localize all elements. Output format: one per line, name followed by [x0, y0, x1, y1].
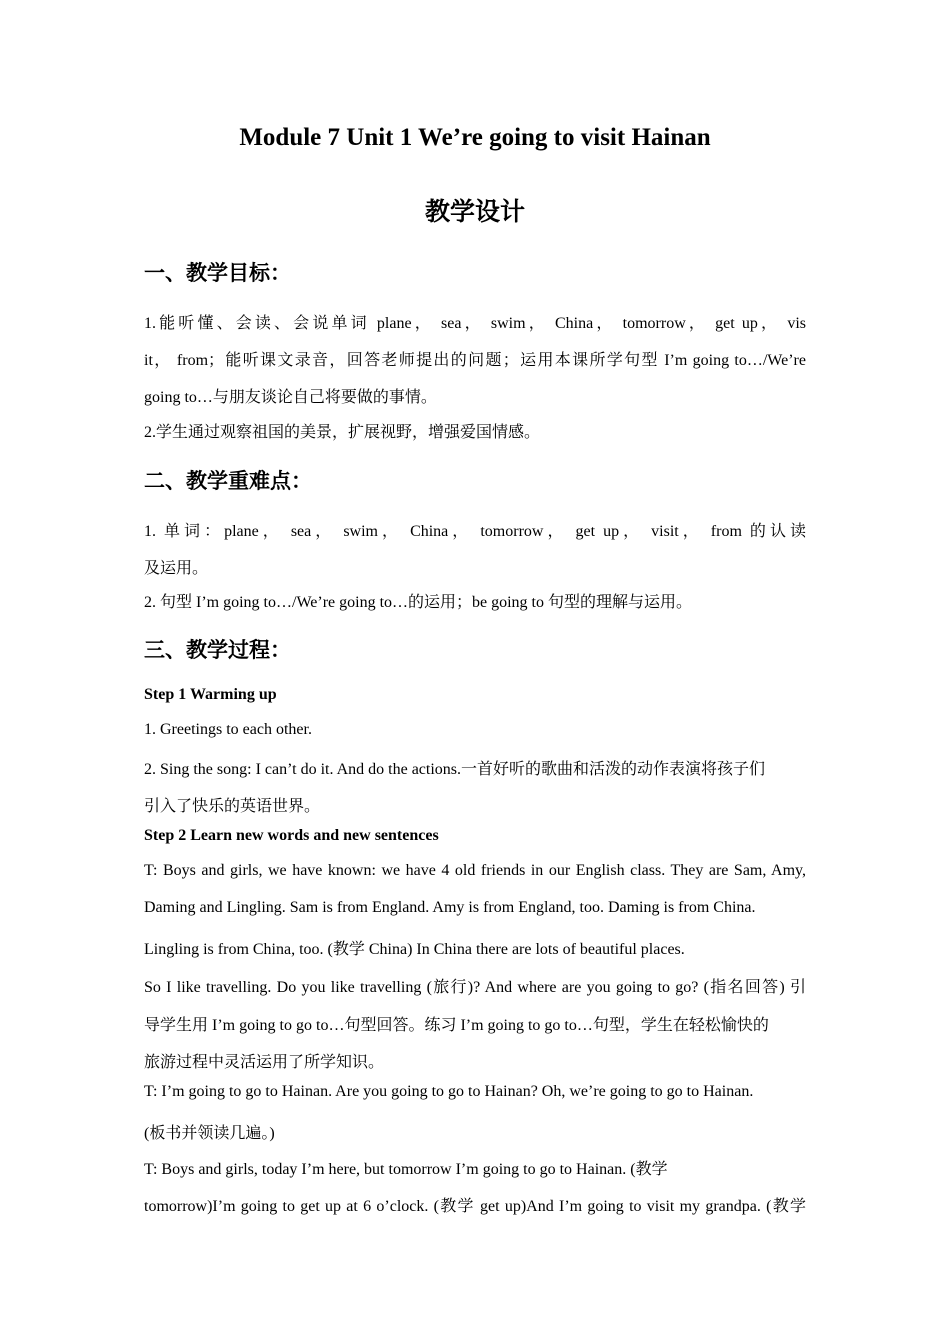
process-line: 导学生用 I’m going to go to…句型回答。练习 I’m going to go to…句型，学生在轻松愉快的 [144, 1017, 769, 1034]
process-line: Daming and Lingling. Sam is from England. Amy is from England, too. Daming is from China. [144, 899, 756, 916]
objectives-line: it， from；能听课文录音，回答老师提出的问题；运用本课所学句型 I’m going to…/We’re [144, 352, 806, 369]
key-points-line: 2. 句型 I’m going to…/We’re going to…的运用；be going to 句型的理解与运用。 [144, 594, 693, 611]
section-heading-key-points: 二、教学重难点： [144, 469, 312, 493]
objectives-line: 2.学生通过观察祖国的美景，扩展视野，增强爱国情感。 [144, 424, 541, 441]
process-line: (板书并领读几遍。) [144, 1125, 275, 1142]
key-points-line: 及运用。 [144, 560, 209, 577]
process-line: T: Boys and girls, we have known: we have 4 old friends in our English class. They are Sam, Amy, [144, 862, 806, 879]
document-title: Module 7 Unit 1 We’re going to visit Hainan [239, 124, 711, 151]
key-points-line: 1. 单词：plane， sea， swim， China， tomorrow， get up， visit， from 的认读 [144, 523, 806, 540]
process-line: 旅游过程中灵活运用了所学知识。 [144, 1054, 385, 1071]
section-heading-process: 三、教学过程： [144, 638, 291, 662]
process-line: 2. Sing the song: I can’t do it. And do the actions.一首好听的歌曲和活泼的动作表演将孩子们 [144, 761, 766, 778]
process-line: tomorrow)I’m going to get up at 6 o’clock. (教学 get up)And I’m going to visit my grandpa. (教学 [144, 1198, 806, 1215]
step-heading: Step 1 Warming up [144, 686, 277, 703]
process-line: T: Boys and girls, today I’m here, but tomorrow I’m going to go to Hainan. (教学 [144, 1161, 668, 1178]
process-line: 引入了快乐的英语世界。 [144, 798, 321, 815]
objectives-line: 1.能听懂、会读、会说单词 plane， sea， swim， China， tomorrow， get up， vis [144, 315, 806, 332]
objectives-line: going to…与朋友谈论自己将要做的事情。 [144, 389, 437, 406]
process-line: Lingling is from China, too. (教学 China) In China there are lots of beautiful places. [144, 941, 685, 958]
document-subtitle: 教学设计 [424, 199, 525, 226]
process-line: So I like travelling. Do you like travelling (旅行)? And where are you going to go? (指名回答) 引 [144, 979, 806, 996]
section-heading-objectives: 一、教学目标： [144, 261, 291, 285]
step-heading: Step 2 Learn new words and new sentences [144, 827, 439, 844]
process-line: T: I’m going to go to Hainan. Are you going to go to Hainan? Oh, we’re going to go to Hainan. [144, 1083, 754, 1100]
process-line: 1. Greetings to each other. [144, 721, 312, 738]
